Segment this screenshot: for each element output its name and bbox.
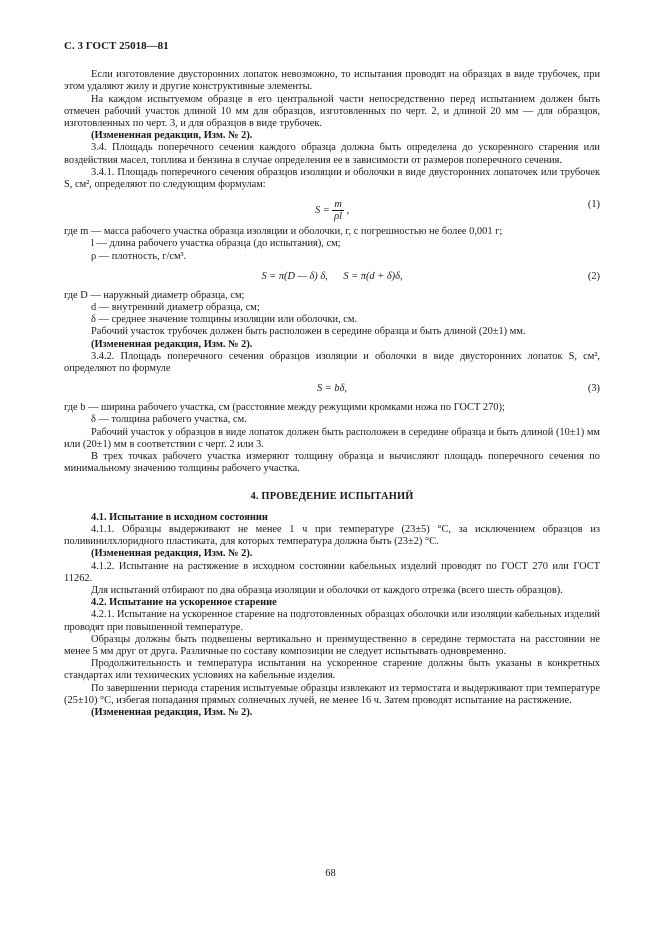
paragraph: В трех точках рабочего участка измеряют толщину образца и вычисляют площадь поперечного сечения по минимальному значению толщины рабочего участка. — [64, 451, 600, 475]
paragraph: Если изготовление двусторонних лопаток невозможно, то испытания проводят на образцах в виде трубочек, при этом удаляют жилу и другие конструктивные элементы. — [64, 69, 600, 93]
formula-1-denominator: ρl — [334, 211, 343, 223]
paragraph: 4.1.1. Образцы выдерживают не менее 1 ч при температуре (23±5) °С, за исключением образцов из поливинилхлоридного пластиката, для которых температура должна быть (23±2) °С. — [64, 523, 600, 548]
definition: δ — толщина рабочего участка, см. — [91, 414, 247, 426]
definitions-2 — [64, 290, 600, 327]
paragraph: 3.4.1. Площадь поперечного сечения образцов изоляции и оболочки в виде двусторонних лопаточек или трубочек S, см², определяют по следующим формулам: — [64, 166, 600, 191]
definition: l — длина рабочего участка образца (до испытания), см; — [91, 238, 341, 250]
document-page — [64, 40, 600, 719]
formula-1-fraction — [332, 199, 344, 222]
section-heading: 4. ПРОВЕДЕНИЕ ИСПЫТАНИЙ — [250, 491, 414, 503]
definitions-3 — [64, 402, 600, 426]
formula-2-number: (2) — [587, 270, 600, 282]
formula-3 — [64, 379, 600, 399]
formula-3-number: (3) — [587, 383, 600, 395]
definition: где D — наружный диаметр образца, см; — [64, 289, 245, 301]
paragraph: 3.4. Площадь поперечного сечения каждого образца должна быть определена до ускоренного старения или воздействия масел, топлива и бензина в случае определения ее в зависимости от размеров поперечного сечения. — [64, 142, 600, 166]
amendment-note: (Измененная редакция, Изм. № 2). — [91, 130, 253, 142]
definition: δ — среднее значение толщины изоляции или оболочки, см. — [91, 314, 358, 326]
paragraph: Рабочий участок трубочек должен быть расположен в середине образца и быть длиной (20±1) мм. — [91, 326, 526, 338]
paragraph: 4.1.2. Испытание на растяжение в исходном состоянии кабельных изделий проводят по ГОСТ 270 или ГОСТ 11262. — [64, 560, 600, 584]
definition: где m — масса рабочего участка образца изоляции и оболочки, г, с погрешностью не более 0,001 г; — [64, 226, 503, 238]
formula-1 — [64, 195, 600, 223]
formula-3-expression: S = bδ, — [316, 383, 348, 395]
amendment-note: (Измененная редакция, Изм. № 2). — [91, 338, 253, 350]
paragraph: 4.2.1. Испытание на ускоренное старение на подготовленных образцах оболочки или изоляции кабельных изделий проводят при повышенной температуре. — [64, 609, 600, 633]
paragraph: 3.4.2. Площадь поперечного сечения образцов изоляции и оболочки в виде двусторонних лопаток S, см², определяют по формуле — [64, 350, 600, 375]
paragraph: По завершении периода старения испытуемые образцы извлекают из термостата и выдерживают при температуре (25±10) °С, избегая попадания прямых солнечных лучей, не менее 16 ч. Затем проводят испытание на растяжение. — [64, 682, 600, 706]
subsection-heading: 4.2. Испытание на ускоренное старение — [91, 597, 277, 609]
amendment-note: (Измененная редакция, Изм. № 2). — [91, 706, 253, 718]
formula-1-tail: , — [343, 205, 350, 217]
formula-1-lhs: S = — [314, 205, 333, 217]
page-number: 68 — [325, 868, 336, 879]
paragraph: Образцы должны быть подвешены вертикально и преимущественно в середине термостата на расстоянии не менее 5 мм друг от друга. Различные по составу композиции не следует испытывать одновременно. — [64, 633, 600, 657]
running-header: С. 3 ГОСТ 25018—81 — [64, 40, 169, 52]
paragraph: Для испытаний отбирают по два образца изоляции и оболочки от каждого отрезка (всего шесть образцов). — [91, 584, 563, 596]
subsection-heading: 4.1. Испытание в исходном состоянии — [91, 511, 268, 523]
formula-2-expression: S = π(D — δ) δ, S = π(d + δ)δ, — [261, 270, 403, 282]
definition: d — внутренний диаметр образца, см; — [91, 302, 260, 314]
paragraph: Рабочий участок у образцов в виде лопаток должен быть расположен в середине образца и быть длиной (10±1) мм или (20±1) мм в соответствии с черт. 2 или 3. — [64, 426, 600, 450]
amendment-note: (Измененная редакция, Изм. № 2). — [91, 548, 253, 560]
definitions-1 — [64, 226, 600, 263]
definition: где b — ширина рабочего участка, см (расстояние между режущими кромками ножа по ГОСТ 270); — [64, 402, 505, 414]
formula-1-numerator: m — [334, 199, 342, 211]
definition: ρ — плотность, г/см³. — [91, 250, 187, 262]
formula-2 — [64, 267, 600, 287]
formula-1-number: (1) — [587, 199, 600, 211]
paragraph: Продолжительность и температура испытания на ускоренное старение должны быть указаны в конкретных стандартах или технических условиях на кабельные изделия. — [64, 658, 600, 682]
paragraph: На каждом испытуемом образце в его центральной части непосредственно перед испытанием должен быть отмечен рабочий участок длиной 10 мм для образцов, изготовленных по черт. 2, и длиной 20 мм — для образцов, изготовленных по черт. 3, и для образцов в виде трубочек. — [64, 93, 600, 130]
